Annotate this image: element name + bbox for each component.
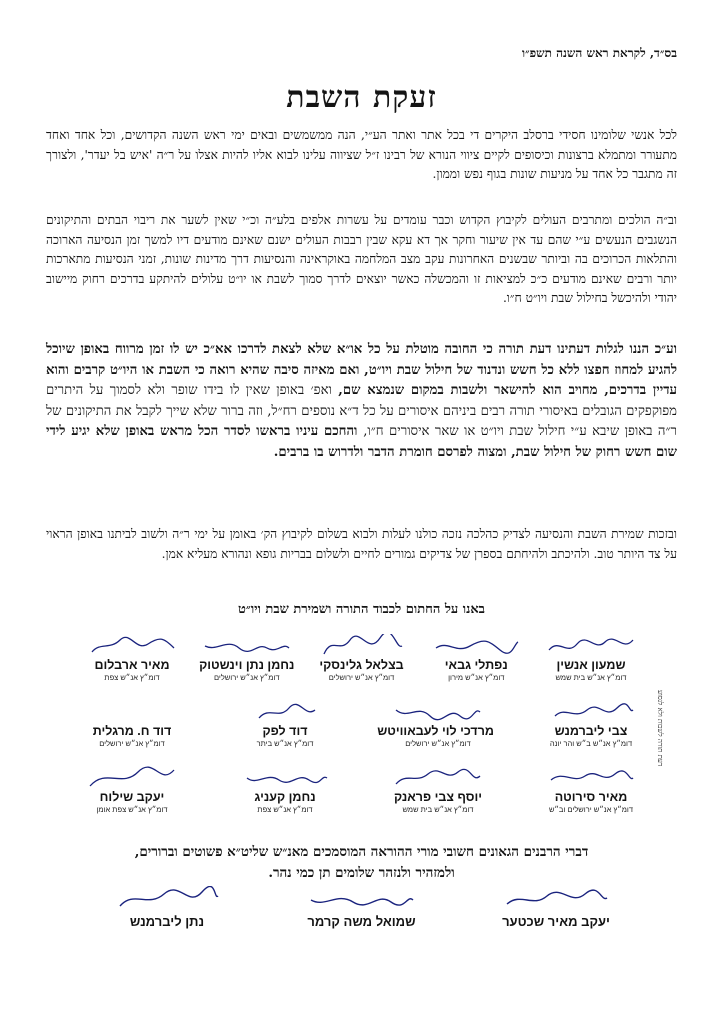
signer-name: מרדכי לוי לעבאוויטש <box>377 724 494 738</box>
signer <box>229 766 341 832</box>
signer-title: דומ״ץ אנ״ש ירושלים וב״ש <box>548 805 634 814</box>
signer-name: מאיר ארבלום <box>94 658 170 672</box>
paragraph-3-bold: וע״כ הננו לגלות דעתינו דעת תורה כי החובה מוטלת על כל או״א שלא לצאת לדרכו אא״כ יש לו זמן מרווח באופן שיוכל להגיע למחוז חפצו ללא כל חשש ונדנוד של חילול שבת ויו״ט, ואם מאיזה סיבה שהיא רואה כי השבת או היו״ט קרבים והוא עדיין בדרכים, מחויב הוא להישאר ולשבות במקום שנמצא שם, <box>46 342 678 399</box>
signer-title: דומ״ץ אנ״ש בית שמש <box>555 673 627 682</box>
rabbi-signature <box>287 886 437 929</box>
signers-row-1 <box>76 634 647 700</box>
signature-scribble <box>481 886 631 914</box>
signer <box>377 700 494 766</box>
signer <box>535 634 647 700</box>
signature-scribble <box>287 886 437 914</box>
side-note: דעת תורה לשבות ולא לנסוע <box>656 690 664 767</box>
rabbi-name: נתן ליברמנש <box>129 914 205 929</box>
signer-name: מאיר סירוטה <box>554 790 628 804</box>
signer-name: דוד ח. מרגלית <box>92 724 172 738</box>
signer-title: דומ״ץ אנ״ש בית שמש <box>402 805 474 814</box>
signer <box>229 700 341 766</box>
signer <box>535 766 647 832</box>
signer-name: נחמן קעניג <box>254 790 316 804</box>
paragraph-1: לכל אנשי שלומינו חסידי ברסלב היקרים די בכל אתר ואתר הע״י, הנה ממשמשים ובאים ימי ראש השנה הקדושים, וכל אחד ואחד מתעורר ומתמלא ברצונות וכיסופים לקיים ציווי הנורא של רבינו ז״ל שציווה עלינו לבוא אליו להיות אצלו על ר״ה 'איש בל יעדר', ולצורך זה מתגבר כל אחד על מניעות שונות בגוף נפש וממון. <box>46 128 677 182</box>
signers-row-2 <box>76 700 647 766</box>
signer-title: דומ״ץ אנ״ש ירושלים <box>99 739 165 748</box>
signer <box>76 766 188 832</box>
signer <box>191 634 303 700</box>
paragraph-3 <box>46 340 677 464</box>
signer-title: דומ״ץ אנ״ש ירושלים <box>405 739 471 748</box>
signature-scribble <box>420 634 532 658</box>
signers-block <box>76 634 647 832</box>
signer <box>76 634 188 700</box>
signer-title: דומ״ץ אנ״ש ירושלים <box>213 673 280 682</box>
signature-scribble <box>535 766 647 790</box>
closing-line-1: דברי הרבנים הגאונים חשובי מורי ההוראה המוסמכים מאנ״ש שליט״א פשוטים וברורים, <box>134 844 589 860</box>
signer-title: דומ״ץ אנ״ש מירון <box>448 673 505 682</box>
signers-row-3 <box>76 766 647 832</box>
signer <box>382 766 494 832</box>
signature-scribble <box>229 700 341 724</box>
signer-name: צבי ליברמנש <box>554 724 628 738</box>
paragraph-3-bold-end: והחכם עיניו בראשו לסדר הכל מראש באופן שלא יגיע לידי שום חשש רחוק של חילול שבת, ומצוה לפרסם חומרת הדבר ולדרוש בו ברבים. <box>46 424 677 460</box>
signer <box>420 634 532 700</box>
signature-scribble <box>382 766 494 790</box>
signer-name: דוד לפק <box>262 724 308 738</box>
signature-scribble <box>382 700 494 724</box>
signature-scribble <box>92 886 242 914</box>
signer-name: נחמן נתן וינשטוק <box>199 658 295 672</box>
signer-title: דומ״ץ אנ״ש ירושלים <box>328 673 395 682</box>
paragraph-3-normal: ואפ׳ באופן שאין לו בידו שופר ולא לסמוך על היתרים מפוקפקים הגובלים באיסורי תורה רבים ביניהם איסורים על כל ד״א נוספים רח״ל, וזה ברור שלא שייך לקבל את התיקונים של ר״ה באופן שיבא ע״י חילול שבת ויו״ט או שאר איסורים ח״ו, <box>46 383 677 440</box>
signer-title: דומ״ץ אנ״ש ב״ש והר יונה <box>549 739 633 748</box>
rabbis-signatures <box>92 886 631 929</box>
signer-title: דומ״ץ אנ״ש צפת <box>104 673 160 682</box>
signature-scribble <box>229 766 341 790</box>
signer <box>76 700 188 766</box>
signer <box>306 634 418 700</box>
rabbi-signature <box>481 886 631 929</box>
closing-statement <box>40 842 683 884</box>
signer-name: יוסף צבי פראנק <box>393 790 483 804</box>
paragraph-2: וב״ה הולכים ומתרבים העולים לקיבוץ הקדוש וכבר עומדים על עשרות אלפים בלע״ה וכ״י שאין לשער את ריבוי הבתים והתיקונים הנשגבים הנעשים ע״י שהם עד אין שיעור וחקר אך דא עקא שבין רבבות העולים ישנם שאינם מודעים דיו למשך זמן הנסיעה הארוכה והתלאות הכרוכים בה וביותר שבשנים האחרונות עקב מצב המלחמה באוקראינה והנסיעות דרך מדינות שונות, זמני הנסיעות מתארכות יותר ורבים שאינם מודעים כ״כ למציאות זו והמכשלה כאשר יוצאים לדרך סמוך לשבת או יו״ט עלולים להיתקע בדרכים רחוק מיישוב יהודי ולהיכשל בחילול שבת ויו״ט ח״ו. <box>46 213 677 306</box>
rabbi-name: יעקב מאיר שכטער <box>502 914 610 929</box>
signature-scribble <box>535 700 647 724</box>
signer-title: דומ״ץ אנ״ש צפת אומן <box>96 805 168 814</box>
signer-name: בצלאל גלינסקי <box>319 658 404 672</box>
signature-scribble <box>76 766 188 790</box>
signature-scribble <box>535 634 647 658</box>
signature-scribble <box>76 700 188 724</box>
signer <box>535 700 647 766</box>
signer-name: יעקב שילוח <box>99 790 165 804</box>
page-title: זעקת השבת <box>286 80 437 115</box>
signature-scribble <box>306 634 418 658</box>
rabbi-signature <box>92 886 242 929</box>
signer-name: שמעון אנשין <box>556 658 626 672</box>
signer-title: דומ״ץ אנ״ש ביתר <box>256 739 314 748</box>
signature-scribble <box>191 634 303 658</box>
paragraph-4: ובזכות שמירת השבת והנסיעה לצדיק כהלכה נזכה כולנו לעלות ולבוא בשלום לקיבוץ הק׳ באומן על ימי ר״ה ולשוב לביתנו באופן הראוי על צד היותר טוב. ולהיכתב ולהיחתם בספרן של צדיקים גמורים לחיים ולשלום בבריות גופא ונהורא מעליא אמן. <box>46 527 677 561</box>
rabbi-name: שמואל משה קרמר <box>307 914 416 929</box>
closing-line-2: ולמזהיר ולנזהר שלומים תן כמי נהר. <box>268 865 455 881</box>
signer-title: דומ״ץ אנ״ש צפת <box>257 805 313 814</box>
date-header: בס״ד, לקראת ראש השנה תשפ״ו <box>521 46 677 60</box>
signer-name: נפתלי גבאי <box>444 658 508 672</box>
signatures-heading: באנו על החתום לכבוד התורה ושמירת שבת ויו״ט <box>238 602 485 617</box>
signature-scribble <box>76 634 188 658</box>
